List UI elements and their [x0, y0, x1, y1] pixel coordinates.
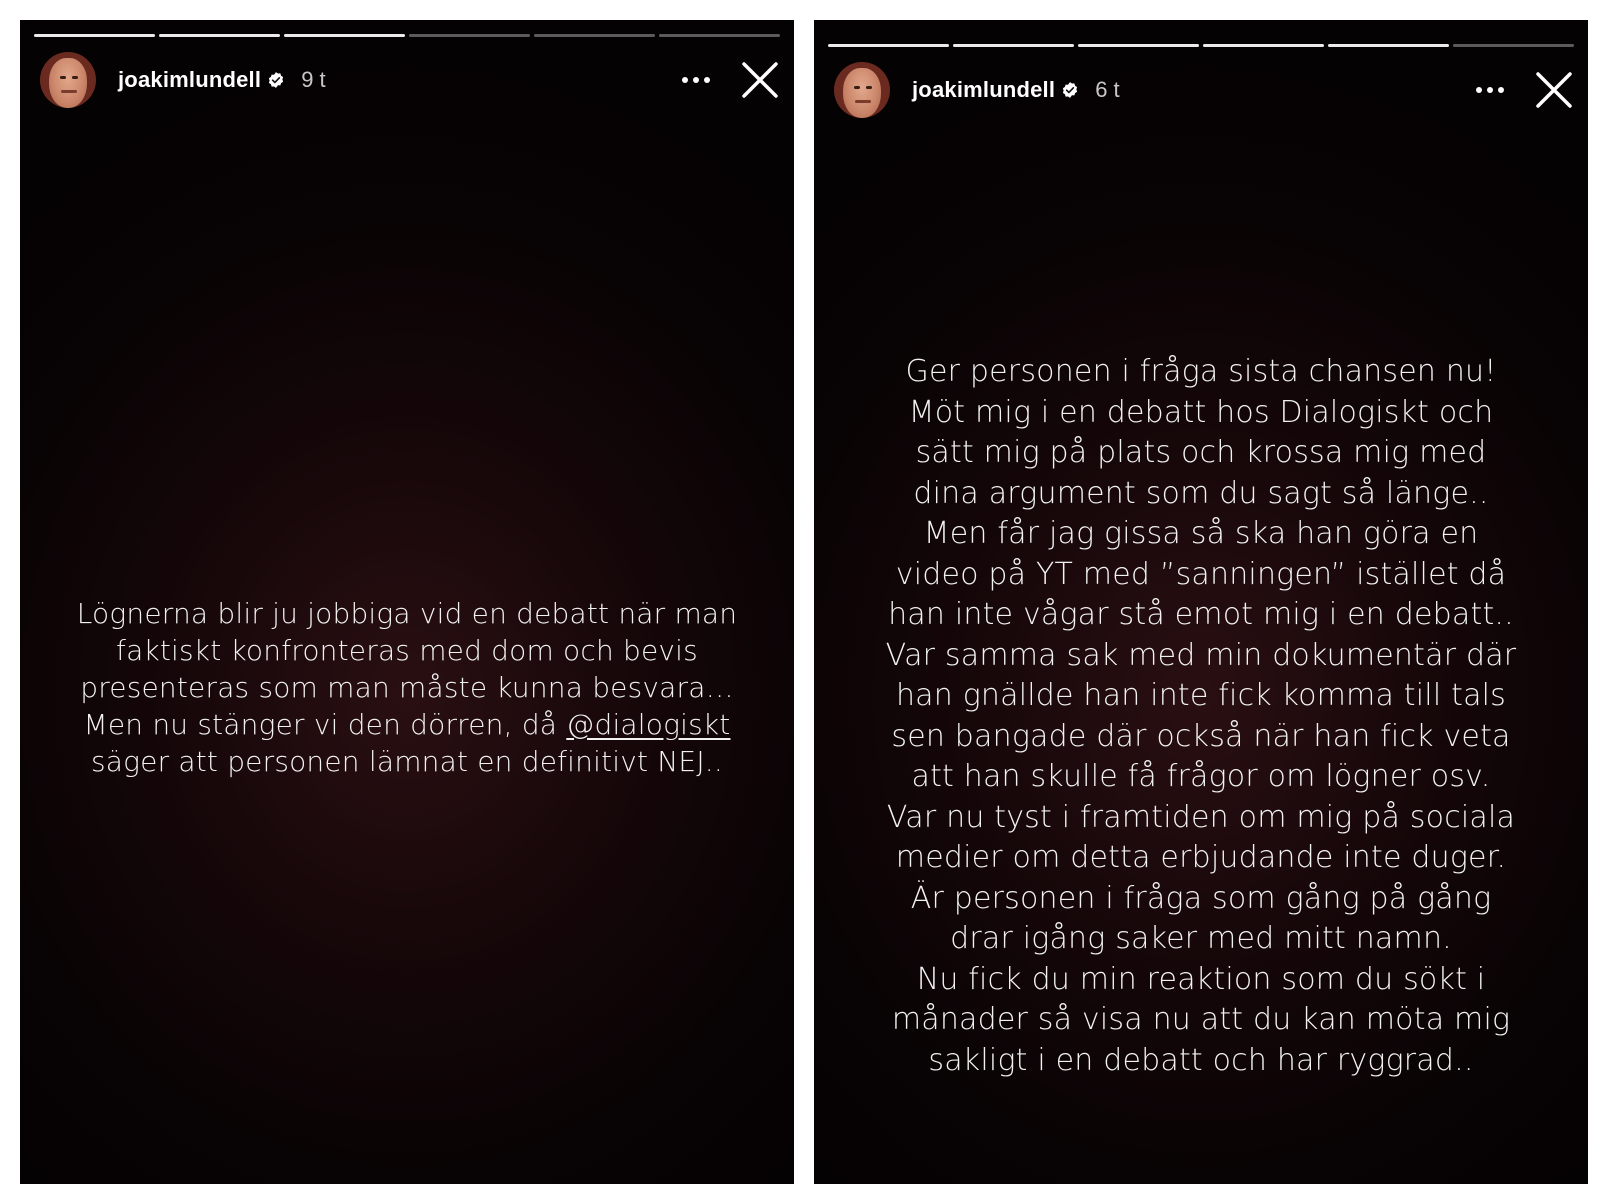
- text-line: medier om detta erbjudande inte duger.: [895, 840, 1507, 875]
- avatar[interactable]: [40, 52, 96, 108]
- text-line: faktiskt konfronteras med dom och bevis: [116, 634, 698, 667]
- text-line: Men får jag gissa så ska han göra en: [923, 516, 1479, 551]
- progress-segment: [284, 34, 405, 37]
- post-time: 9 t: [301, 67, 326, 92]
- progress-segment: [1328, 44, 1449, 47]
- text-line: Möt mig i en debatt hos Dialogiskt och: [908, 394, 1494, 430]
- text-line: Var nu tyst i framtiden om mig på sociala: [886, 799, 1516, 835]
- story-progress-bar: [828, 44, 1574, 47]
- text-line: han gnällde han inte fick komma till tals: [895, 678, 1507, 713]
- progress-segment: [1078, 44, 1199, 47]
- text-line: video på YT med ”sanningen” istället då: [895, 556, 1507, 592]
- progress-segment: [828, 44, 949, 47]
- progress-segment: [534, 34, 655, 37]
- text-line: presenteras som man måste kunna besvara…: [80, 671, 734, 704]
- avatar-face: [49, 58, 87, 108]
- text-line: Lögnerna blir ju jobbiga vid en debatt när man: [76, 597, 738, 630]
- text-line: drar igång saker med mitt namn.: [950, 921, 1452, 956]
- avatar-eye: [866, 86, 872, 89]
- progress-segment: [34, 34, 155, 37]
- username[interactable]: joakimlundell: [118, 67, 262, 92]
- story-header: [834, 60, 1574, 120]
- progress-segment: [953, 44, 1074, 47]
- text-line: sen bangade där också när han fick veta: [891, 718, 1511, 754]
- progress-segment: [1203, 44, 1324, 47]
- more-options-icon: [1475, 86, 1505, 94]
- avatar-eye: [854, 86, 860, 89]
- text-line: dina argument som du sagt så länge..: [913, 475, 1489, 511]
- story-panel-left[interactable]: [20, 20, 794, 1184]
- text-fragment: Men nu stänger vi den dörren, då: [83, 708, 567, 741]
- avatar-mouth: [855, 100, 871, 103]
- close-icon[interactable]: [740, 60, 780, 100]
- story-progress-bar: [34, 34, 780, 37]
- text-line-with-mention: [50, 706, 764, 743]
- text-line: Är personen i fråga som gång på gång: [910, 880, 1492, 916]
- more-options-button[interactable]: [1470, 70, 1510, 110]
- progress-segment: [409, 34, 530, 37]
- post-time: 6 t: [1095, 77, 1120, 102]
- story-text: [844, 352, 1558, 1081]
- progress-segment: [159, 34, 280, 37]
- verified-badge-icon: [267, 71, 285, 89]
- mention-link[interactable]: @dialogiskt: [566, 708, 731, 741]
- more-options-button[interactable]: [676, 60, 716, 100]
- text-line: att han skulle få frågor om lögner osv.: [911, 759, 1491, 794]
- text-line: Ger personen i fråga sista chansen nu!: [905, 354, 1497, 389]
- avatar-eye: [60, 76, 66, 79]
- text-line: Nu fick du min reaktion som du sökt i: [916, 961, 1486, 997]
- story-text: [50, 595, 764, 780]
- story-panel-right[interactable]: [814, 20, 1588, 1184]
- close-icon[interactable]: [1534, 70, 1574, 110]
- progress-segment: [659, 34, 780, 37]
- avatar[interactable]: [834, 62, 890, 118]
- story-header: [40, 50, 780, 110]
- text-line: säger att personen lämnat en definitivt NEJ..: [91, 745, 723, 778]
- text-line: sakligt i en debatt och har ryggrad..: [928, 1042, 1474, 1078]
- text-line: sätt mig på plats och krossa mig med: [915, 435, 1487, 470]
- avatar-mouth: [61, 90, 77, 93]
- avatar-eye: [72, 76, 78, 79]
- more-options-icon: [681, 76, 711, 84]
- username[interactable]: joakimlundell: [912, 77, 1056, 102]
- text-line: månader så visa nu att du kan möta mig: [891, 1002, 1511, 1037]
- text-line: han inte vågar stå emot mig i en debatt..: [888, 597, 1514, 632]
- avatar-face: [843, 68, 881, 118]
- progress-segment: [1453, 44, 1574, 47]
- text-line: Var samma sak med min dokumentär där: [885, 637, 1517, 673]
- verified-badge-icon: [1061, 81, 1079, 99]
